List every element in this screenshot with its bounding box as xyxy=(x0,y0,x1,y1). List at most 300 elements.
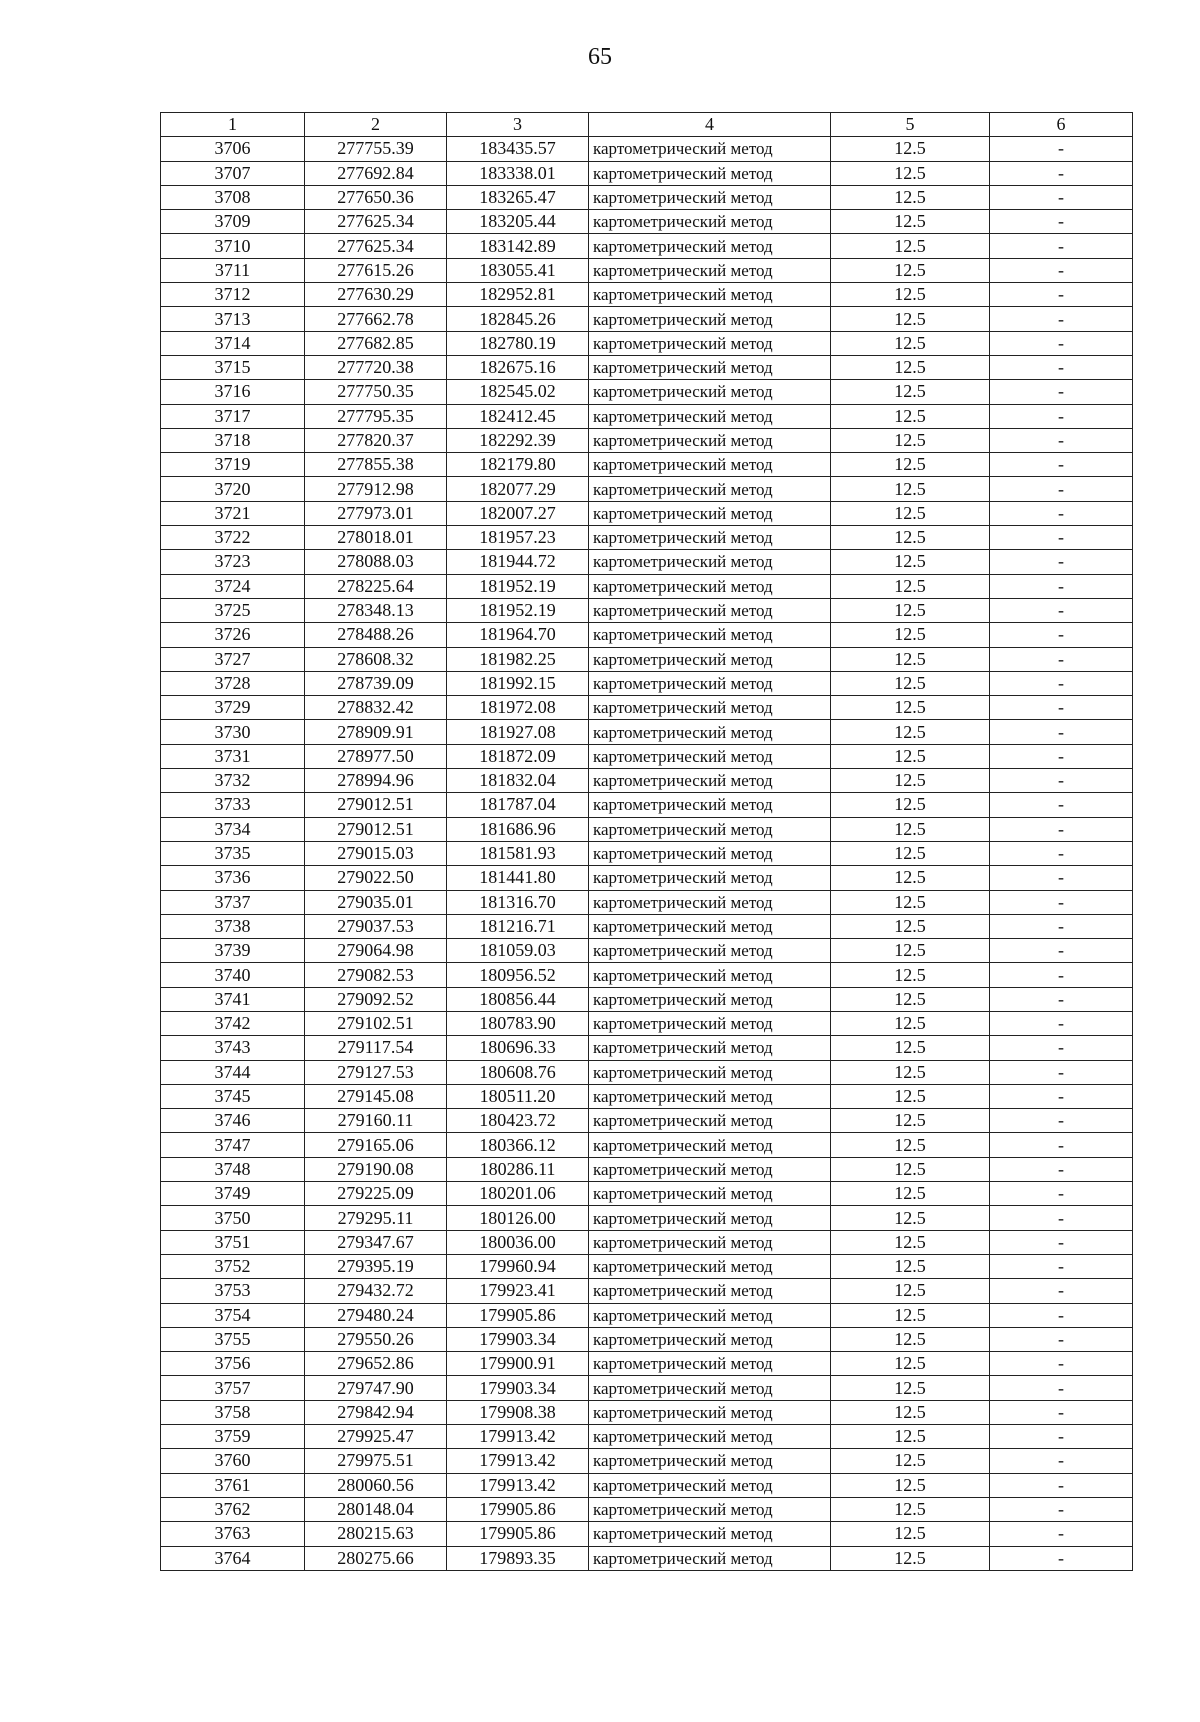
cell-accuracy: 12.5 xyxy=(831,793,990,817)
cell-coord-x: 278994.96 xyxy=(305,769,447,793)
cell-coord-x: 280275.66 xyxy=(305,1546,447,1570)
cell-coord-x: 278739.09 xyxy=(305,671,447,695)
cell-coord-x: 279295.11 xyxy=(305,1206,447,1230)
cell-method: картометрический метод xyxy=(589,258,831,282)
table-row xyxy=(161,355,1133,379)
cell-note: - xyxy=(990,258,1133,282)
table-row xyxy=(161,1522,1133,1546)
cell-note: - xyxy=(990,1011,1133,1035)
cell-note: - xyxy=(990,526,1133,550)
cell-point-number: 3747 xyxy=(161,1133,305,1157)
cell-coord-x: 277750.35 xyxy=(305,380,447,404)
cell-coord-y: 179905.86 xyxy=(447,1303,589,1327)
cell-coord-y: 179913.42 xyxy=(447,1449,589,1473)
cell-note: - xyxy=(990,793,1133,817)
cell-coord-y: 183435.57 xyxy=(447,137,589,161)
cell-coord-y: 179913.42 xyxy=(447,1473,589,1497)
cell-method: картометрический метод xyxy=(589,744,831,768)
cell-coord-x: 279082.53 xyxy=(305,963,447,987)
cell-coord-y: 181992.15 xyxy=(447,671,589,695)
cell-coord-x: 278225.64 xyxy=(305,574,447,598)
cell-coord-x: 278088.03 xyxy=(305,550,447,574)
cell-method: картометрический метод xyxy=(589,210,831,234)
cell-coord-x: 277692.84 xyxy=(305,161,447,185)
cell-method: картометрический метод xyxy=(589,720,831,744)
cell-point-number: 3755 xyxy=(161,1327,305,1351)
cell-point-number: 3744 xyxy=(161,1060,305,1084)
cell-coord-y: 181216.71 xyxy=(447,914,589,938)
cell-method: картометрический метод xyxy=(589,1084,831,1108)
cell-method: картометрический метод xyxy=(589,769,831,793)
cell-accuracy: 12.5 xyxy=(831,355,990,379)
table-row xyxy=(161,1449,1133,1473)
cell-note: - xyxy=(990,137,1133,161)
cell-accuracy: 12.5 xyxy=(831,1376,990,1400)
cell-accuracy: 12.5 xyxy=(831,331,990,355)
cell-note: - xyxy=(990,1473,1133,1497)
cell-point-number: 3743 xyxy=(161,1036,305,1060)
table-row xyxy=(161,987,1133,1011)
cell-method: картометрический метод xyxy=(589,283,831,307)
table-row xyxy=(161,623,1133,647)
cell-coord-y: 181957.23 xyxy=(447,526,589,550)
cell-coord-x: 279064.98 xyxy=(305,939,447,963)
table-row xyxy=(161,307,1133,331)
cell-note: - xyxy=(990,987,1133,1011)
cell-point-number: 3738 xyxy=(161,914,305,938)
cell-point-number: 3710 xyxy=(161,234,305,258)
cell-note: - xyxy=(990,428,1133,452)
cell-point-number: 3746 xyxy=(161,1109,305,1133)
cell-coord-y: 180423.72 xyxy=(447,1109,589,1133)
cell-coord-y: 182077.29 xyxy=(447,477,589,501)
cell-note: - xyxy=(990,283,1133,307)
cell-coord-x: 279145.08 xyxy=(305,1084,447,1108)
cell-coord-x: 279925.47 xyxy=(305,1425,447,1449)
cell-note: - xyxy=(990,1303,1133,1327)
cell-accuracy: 12.5 xyxy=(831,574,990,598)
cell-accuracy: 12.5 xyxy=(831,1084,990,1108)
cell-coord-x: 279022.50 xyxy=(305,866,447,890)
cell-point-number: 3763 xyxy=(161,1522,305,1546)
cell-coord-y: 181581.93 xyxy=(447,841,589,865)
cell-note: - xyxy=(990,331,1133,355)
cell-method: картометрический метод xyxy=(589,1546,831,1570)
table-row xyxy=(161,428,1133,452)
cell-method: картометрический метод xyxy=(589,1425,831,1449)
cell-point-number: 3757 xyxy=(161,1376,305,1400)
cell-note: - xyxy=(990,623,1133,647)
cell-method: картометрический метод xyxy=(589,526,831,550)
cell-note: - xyxy=(990,598,1133,622)
cell-point-number: 3762 xyxy=(161,1497,305,1521)
cell-note: - xyxy=(990,1352,1133,1376)
table-row xyxy=(161,1400,1133,1424)
cell-coord-x: 279225.09 xyxy=(305,1182,447,1206)
cell-point-number: 3749 xyxy=(161,1182,305,1206)
cell-note: - xyxy=(990,453,1133,477)
table-row xyxy=(161,161,1133,185)
cell-coord-y: 180783.90 xyxy=(447,1011,589,1035)
cell-coord-y: 181787.04 xyxy=(447,793,589,817)
cell-note: - xyxy=(990,1157,1133,1181)
cell-coord-x: 277662.78 xyxy=(305,307,447,331)
table-row xyxy=(161,453,1133,477)
cell-accuracy: 12.5 xyxy=(831,1327,990,1351)
cell-point-number: 3719 xyxy=(161,453,305,477)
cell-note: - xyxy=(990,380,1133,404)
cell-point-number: 3739 xyxy=(161,939,305,963)
cell-accuracy: 12.5 xyxy=(831,841,990,865)
table-row xyxy=(161,647,1133,671)
cell-coord-x: 280148.04 xyxy=(305,1497,447,1521)
table-row xyxy=(161,598,1133,622)
table-row xyxy=(161,1036,1133,1060)
cell-note: - xyxy=(990,817,1133,841)
cell-point-number: 3720 xyxy=(161,477,305,501)
cell-method: картометрический метод xyxy=(589,987,831,1011)
cell-method: картометрический метод xyxy=(589,1060,831,1084)
cell-method: картометрический метод xyxy=(589,1279,831,1303)
table-row xyxy=(161,890,1133,914)
cell-method: картометрический метод xyxy=(589,380,831,404)
cell-accuracy: 12.5 xyxy=(831,623,990,647)
cell-note: - xyxy=(990,1133,1133,1157)
cell-point-number: 3759 xyxy=(161,1425,305,1449)
cell-note: - xyxy=(990,574,1133,598)
cell-note: - xyxy=(990,355,1133,379)
cell-point-number: 3708 xyxy=(161,185,305,209)
cell-coord-y: 182675.16 xyxy=(447,355,589,379)
cell-coord-x: 279165.06 xyxy=(305,1133,447,1157)
cell-note: - xyxy=(990,210,1133,234)
cell-accuracy: 12.5 xyxy=(831,428,990,452)
cell-accuracy: 12.5 xyxy=(831,963,990,987)
cell-coord-y: 182845.26 xyxy=(447,307,589,331)
cell-method: картометрический метод xyxy=(589,574,831,598)
cell-method: картометрический метод xyxy=(589,1133,831,1157)
cell-accuracy: 12.5 xyxy=(831,477,990,501)
table-row xyxy=(161,501,1133,525)
cell-method: картометрический метод xyxy=(589,1473,831,1497)
cell-point-number: 3714 xyxy=(161,331,305,355)
cell-point-number: 3750 xyxy=(161,1206,305,1230)
cell-point-number: 3712 xyxy=(161,283,305,307)
cell-accuracy: 12.5 xyxy=(831,914,990,938)
coordinates-table xyxy=(160,112,1133,1571)
cell-accuracy: 12.5 xyxy=(831,1279,990,1303)
cell-coord-x: 279842.94 xyxy=(305,1400,447,1424)
cell-point-number: 3764 xyxy=(161,1546,305,1570)
cell-method: картометрический метод xyxy=(589,793,831,817)
cell-coord-y: 179903.34 xyxy=(447,1376,589,1400)
cell-accuracy: 12.5 xyxy=(831,696,990,720)
cell-method: картометрический метод xyxy=(589,550,831,574)
cell-note: - xyxy=(990,890,1133,914)
cell-accuracy: 12.5 xyxy=(831,307,990,331)
cell-point-number: 3706 xyxy=(161,137,305,161)
header-row xyxy=(161,113,1133,137)
cell-accuracy: 12.5 xyxy=(831,1011,990,1035)
cell-method: картометрический метод xyxy=(589,1036,831,1060)
table-row xyxy=(161,1497,1133,1521)
table-row xyxy=(161,1157,1133,1181)
cell-accuracy: 12.5 xyxy=(831,404,990,428)
table-row xyxy=(161,939,1133,963)
cell-note: - xyxy=(990,1425,1133,1449)
table-row xyxy=(161,185,1133,209)
cell-accuracy: 12.5 xyxy=(831,1109,990,1133)
cell-coord-y: 180036.00 xyxy=(447,1230,589,1254)
cell-accuracy: 12.5 xyxy=(831,671,990,695)
cell-point-number: 3737 xyxy=(161,890,305,914)
cell-note: - xyxy=(990,550,1133,574)
cell-coord-y: 179913.42 xyxy=(447,1425,589,1449)
cell-method: картометрический метод xyxy=(589,501,831,525)
page-number: 65 xyxy=(588,44,612,70)
cell-coord-y: 182545.02 xyxy=(447,380,589,404)
cell-accuracy: 12.5 xyxy=(831,1206,990,1230)
cell-coord-x: 277682.85 xyxy=(305,331,447,355)
cell-accuracy: 12.5 xyxy=(831,720,990,744)
header-cell-2: 2 xyxy=(305,113,447,137)
cell-note: - xyxy=(990,1449,1133,1473)
cell-coord-y: 180608.76 xyxy=(447,1060,589,1084)
table-row xyxy=(161,550,1133,574)
cell-point-number: 3727 xyxy=(161,647,305,671)
cell-note: - xyxy=(990,1254,1133,1278)
cell-method: картометрический метод xyxy=(589,890,831,914)
cell-note: - xyxy=(990,234,1133,258)
cell-note: - xyxy=(990,1060,1133,1084)
cell-point-number: 3711 xyxy=(161,258,305,282)
cell-coord-x: 279015.03 xyxy=(305,841,447,865)
cell-note: - xyxy=(990,1376,1133,1400)
cell-accuracy: 12.5 xyxy=(831,939,990,963)
cell-coord-y: 181686.96 xyxy=(447,817,589,841)
table-row xyxy=(161,210,1133,234)
cell-method: картометрический метод xyxy=(589,1157,831,1181)
cell-coord-y: 179905.86 xyxy=(447,1497,589,1521)
cell-accuracy: 12.5 xyxy=(831,1230,990,1254)
cell-coord-y: 180126.00 xyxy=(447,1206,589,1230)
table-row xyxy=(161,866,1133,890)
cell-method: картометрический метод xyxy=(589,185,831,209)
table-row xyxy=(161,477,1133,501)
cell-accuracy: 12.5 xyxy=(831,550,990,574)
cell-coord-x: 278909.91 xyxy=(305,720,447,744)
cell-method: картометрический метод xyxy=(589,331,831,355)
cell-coord-y: 182780.19 xyxy=(447,331,589,355)
cell-note: - xyxy=(990,1279,1133,1303)
table-row xyxy=(161,258,1133,282)
header-cell-4: 4 xyxy=(589,113,831,137)
table-row xyxy=(161,671,1133,695)
table-row xyxy=(161,720,1133,744)
cell-accuracy: 12.5 xyxy=(831,1449,990,1473)
cell-method: картометрический метод xyxy=(589,963,831,987)
cell-method: картометрический метод xyxy=(589,1182,831,1206)
cell-note: - xyxy=(990,1084,1133,1108)
cell-note: - xyxy=(990,769,1133,793)
table-row xyxy=(161,914,1133,938)
cell-note: - xyxy=(990,963,1133,987)
cell-coord-y: 179960.94 xyxy=(447,1254,589,1278)
cell-method: картометрический метод xyxy=(589,1376,831,1400)
cell-point-number: 3715 xyxy=(161,355,305,379)
cell-point-number: 3758 xyxy=(161,1400,305,1424)
cell-accuracy: 12.5 xyxy=(831,1497,990,1521)
cell-method: картометрический метод xyxy=(589,137,831,161)
table-row xyxy=(161,234,1133,258)
cell-method: картометрический метод xyxy=(589,1206,831,1230)
cell-coord-y: 181441.80 xyxy=(447,866,589,890)
cell-method: картометрический метод xyxy=(589,1449,831,1473)
table-row xyxy=(161,526,1133,550)
cell-method: картометрический метод xyxy=(589,1303,831,1327)
cell-note: - xyxy=(990,1036,1133,1060)
cell-point-number: 3723 xyxy=(161,550,305,574)
cell-coord-x: 278832.42 xyxy=(305,696,447,720)
cell-note: - xyxy=(990,1182,1133,1206)
cell-method: картометрический метод xyxy=(589,477,831,501)
table-row xyxy=(161,404,1133,428)
cell-method: картометрический метод xyxy=(589,623,831,647)
cell-point-number: 3732 xyxy=(161,769,305,793)
table-row xyxy=(161,1352,1133,1376)
table-row xyxy=(161,1473,1133,1497)
cell-note: - xyxy=(990,866,1133,890)
cell-point-number: 3721 xyxy=(161,501,305,525)
cell-coord-y: 182292.39 xyxy=(447,428,589,452)
cell-coord-y: 179900.91 xyxy=(447,1352,589,1376)
cell-note: - xyxy=(990,501,1133,525)
table-row xyxy=(161,1182,1133,1206)
cell-coord-y: 180696.33 xyxy=(447,1036,589,1060)
cell-coord-y: 182412.45 xyxy=(447,404,589,428)
cell-point-number: 3741 xyxy=(161,987,305,1011)
table-row xyxy=(161,1546,1133,1570)
cell-coord-x: 277855.38 xyxy=(305,453,447,477)
cell-coord-x: 280215.63 xyxy=(305,1522,447,1546)
cell-coord-y: 182952.81 xyxy=(447,283,589,307)
cell-accuracy: 12.5 xyxy=(831,1254,990,1278)
cell-coord-y: 180201.06 xyxy=(447,1182,589,1206)
header-cell-5: 5 xyxy=(831,113,990,137)
cell-coord-y: 183338.01 xyxy=(447,161,589,185)
cell-accuracy: 12.5 xyxy=(831,890,990,914)
cell-point-number: 3752 xyxy=(161,1254,305,1278)
cell-method: картометрический метод xyxy=(589,404,831,428)
cell-method: картометрический метод xyxy=(589,1109,831,1133)
cell-coord-x: 279347.67 xyxy=(305,1230,447,1254)
cell-coord-x: 279480.24 xyxy=(305,1303,447,1327)
cell-accuracy: 12.5 xyxy=(831,185,990,209)
cell-accuracy: 12.5 xyxy=(831,453,990,477)
table-row xyxy=(161,331,1133,355)
cell-coord-y: 182179.80 xyxy=(447,453,589,477)
cell-point-number: 3707 xyxy=(161,161,305,185)
cell-coord-x: 277973.01 xyxy=(305,501,447,525)
cell-note: - xyxy=(990,185,1133,209)
cell-coord-y: 183205.44 xyxy=(447,210,589,234)
cell-coord-x: 277630.29 xyxy=(305,283,447,307)
cell-note: - xyxy=(990,1497,1133,1521)
cell-coord-x: 279432.72 xyxy=(305,1279,447,1303)
cell-coord-y: 181952.19 xyxy=(447,574,589,598)
header-cell-6: 6 xyxy=(990,113,1133,137)
cell-accuracy: 12.5 xyxy=(831,1473,990,1497)
cell-point-number: 3754 xyxy=(161,1303,305,1327)
cell-accuracy: 12.5 xyxy=(831,647,990,671)
cell-coord-y: 180856.44 xyxy=(447,987,589,1011)
cell-method: картометрический метод xyxy=(589,671,831,695)
cell-method: картометрический метод xyxy=(589,1400,831,1424)
cell-point-number: 3753 xyxy=(161,1279,305,1303)
cell-coord-y: 181982.25 xyxy=(447,647,589,671)
cell-point-number: 3729 xyxy=(161,696,305,720)
table-row xyxy=(161,283,1133,307)
cell-method: картометрический метод xyxy=(589,355,831,379)
cell-accuracy: 12.5 xyxy=(831,1157,990,1181)
cell-method: картометрический метод xyxy=(589,453,831,477)
cell-coord-y: 181952.19 xyxy=(447,598,589,622)
cell-coord-y: 183265.47 xyxy=(447,185,589,209)
cell-point-number: 3751 xyxy=(161,1230,305,1254)
table-row xyxy=(161,1303,1133,1327)
cell-method: картометрический метод xyxy=(589,1011,831,1035)
cell-method: картометрический метод xyxy=(589,1254,831,1278)
cell-coord-y: 179903.34 xyxy=(447,1327,589,1351)
header-cell-3: 3 xyxy=(447,113,589,137)
cell-method: картометрический метод xyxy=(589,1497,831,1521)
cell-coord-y: 179923.41 xyxy=(447,1279,589,1303)
cell-point-number: 3722 xyxy=(161,526,305,550)
cell-accuracy: 12.5 xyxy=(831,380,990,404)
cell-note: - xyxy=(990,1230,1133,1254)
cell-method: картометрический метод xyxy=(589,647,831,671)
cell-coord-x: 278608.32 xyxy=(305,647,447,671)
cell-accuracy: 12.5 xyxy=(831,769,990,793)
table-row xyxy=(161,1084,1133,1108)
cell-coord-x: 279127.53 xyxy=(305,1060,447,1084)
cell-coord-y: 181832.04 xyxy=(447,769,589,793)
cell-accuracy: 12.5 xyxy=(831,1522,990,1546)
cell-note: - xyxy=(990,161,1133,185)
header-cell-1: 1 xyxy=(161,113,305,137)
cell-note: - xyxy=(990,307,1133,331)
cell-method: картометрический метод xyxy=(589,817,831,841)
table-row xyxy=(161,1060,1133,1084)
cell-accuracy: 12.5 xyxy=(831,1036,990,1060)
table-row xyxy=(161,769,1133,793)
cell-coord-x: 277755.39 xyxy=(305,137,447,161)
table-row xyxy=(161,1109,1133,1133)
cell-note: - xyxy=(990,914,1133,938)
cell-note: - xyxy=(990,841,1133,865)
cell-coord-x: 277720.38 xyxy=(305,355,447,379)
cell-coord-y: 179908.38 xyxy=(447,1400,589,1424)
cell-note: - xyxy=(990,1400,1133,1424)
cell-coord-y: 180956.52 xyxy=(447,963,589,987)
cell-point-number: 3716 xyxy=(161,380,305,404)
cell-note: - xyxy=(990,477,1133,501)
cell-coord-y: 181964.70 xyxy=(447,623,589,647)
cell-coord-x: 278018.01 xyxy=(305,526,447,550)
cell-point-number: 3734 xyxy=(161,817,305,841)
cell-point-number: 3724 xyxy=(161,574,305,598)
cell-coord-y: 183142.89 xyxy=(447,234,589,258)
